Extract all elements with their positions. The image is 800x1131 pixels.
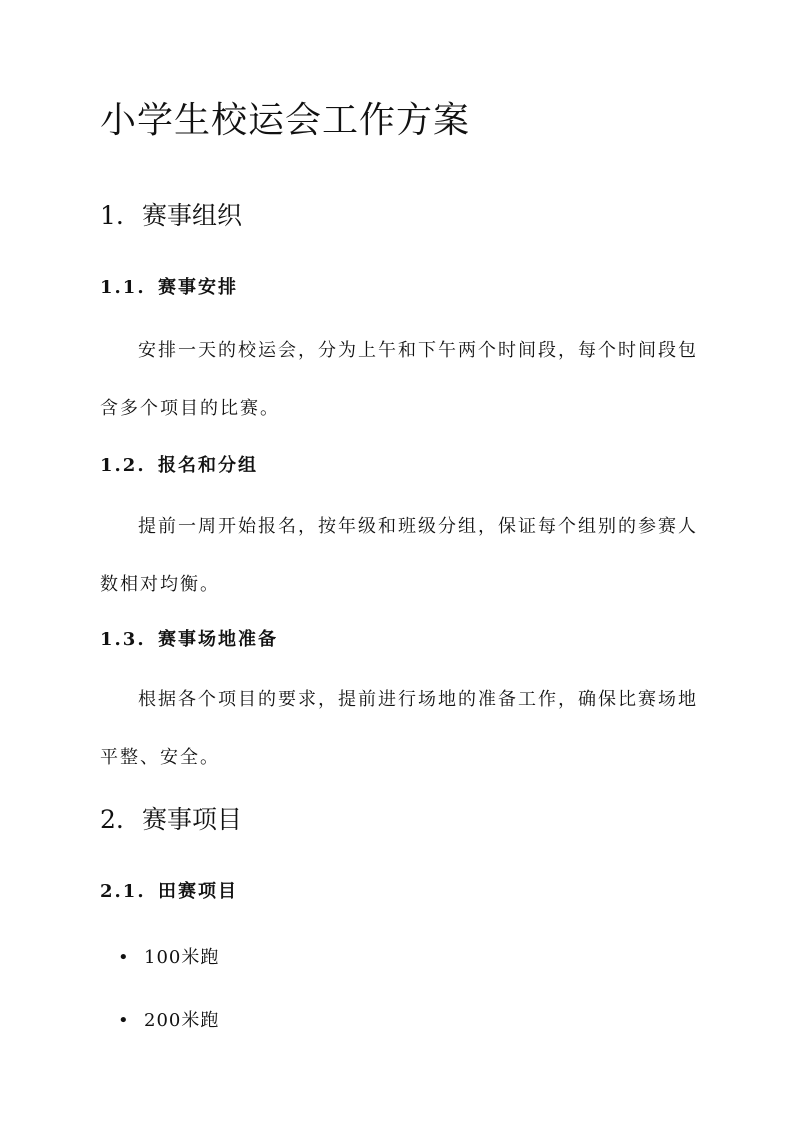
- subsection-number: 1.3.: [100, 629, 146, 650]
- subsection-heading: [100, 877, 238, 903]
- subsection-heading: [100, 625, 278, 651]
- list-item-text: 200米跑: [144, 1010, 220, 1031]
- subsection-title: 报名和分组: [158, 455, 258, 476]
- list-item: [118, 1006, 219, 1032]
- section-heading: [100, 196, 242, 232]
- section-number: 2.: [100, 805, 124, 834]
- section-number: 1.: [100, 201, 124, 230]
- subsection-title: 赛事安排: [158, 277, 238, 298]
- list-item-text: 100米跑: [144, 947, 220, 968]
- list-item: [118, 943, 219, 969]
- bullet-icon: •: [118, 947, 130, 968]
- paragraph: 根据各个项目的要求，提前进行场地的准备工作，确保比赛场地平整、安全。: [100, 689, 698, 768]
- bullet-icon: •: [118, 1010, 130, 1031]
- document-title: 小学生校运会工作方案: [100, 100, 471, 141]
- subsection-title: 赛事场地准备: [158, 629, 278, 650]
- subsection-heading: [100, 273, 238, 299]
- subsection-title: 田赛项目: [158, 881, 238, 902]
- subsection-number: 1.1.: [100, 277, 146, 298]
- subsection-number: 2.1.: [100, 881, 146, 902]
- subsection-number: 1.2.: [100, 455, 146, 476]
- subsection-heading: [100, 451, 258, 477]
- section-title: 赛事组织: [142, 201, 243, 230]
- paragraph: 提前一周开始报名，按年级和班级分组，保证每个组别的参赛人数相对均衡。: [100, 516, 698, 595]
- section-heading: [100, 800, 242, 836]
- paragraph: 安排一天的校运会，分为上午和下午两个时间段，每个时间段包含多个项目的比赛。: [100, 340, 698, 419]
- section-title: 赛事项目: [142, 805, 243, 834]
